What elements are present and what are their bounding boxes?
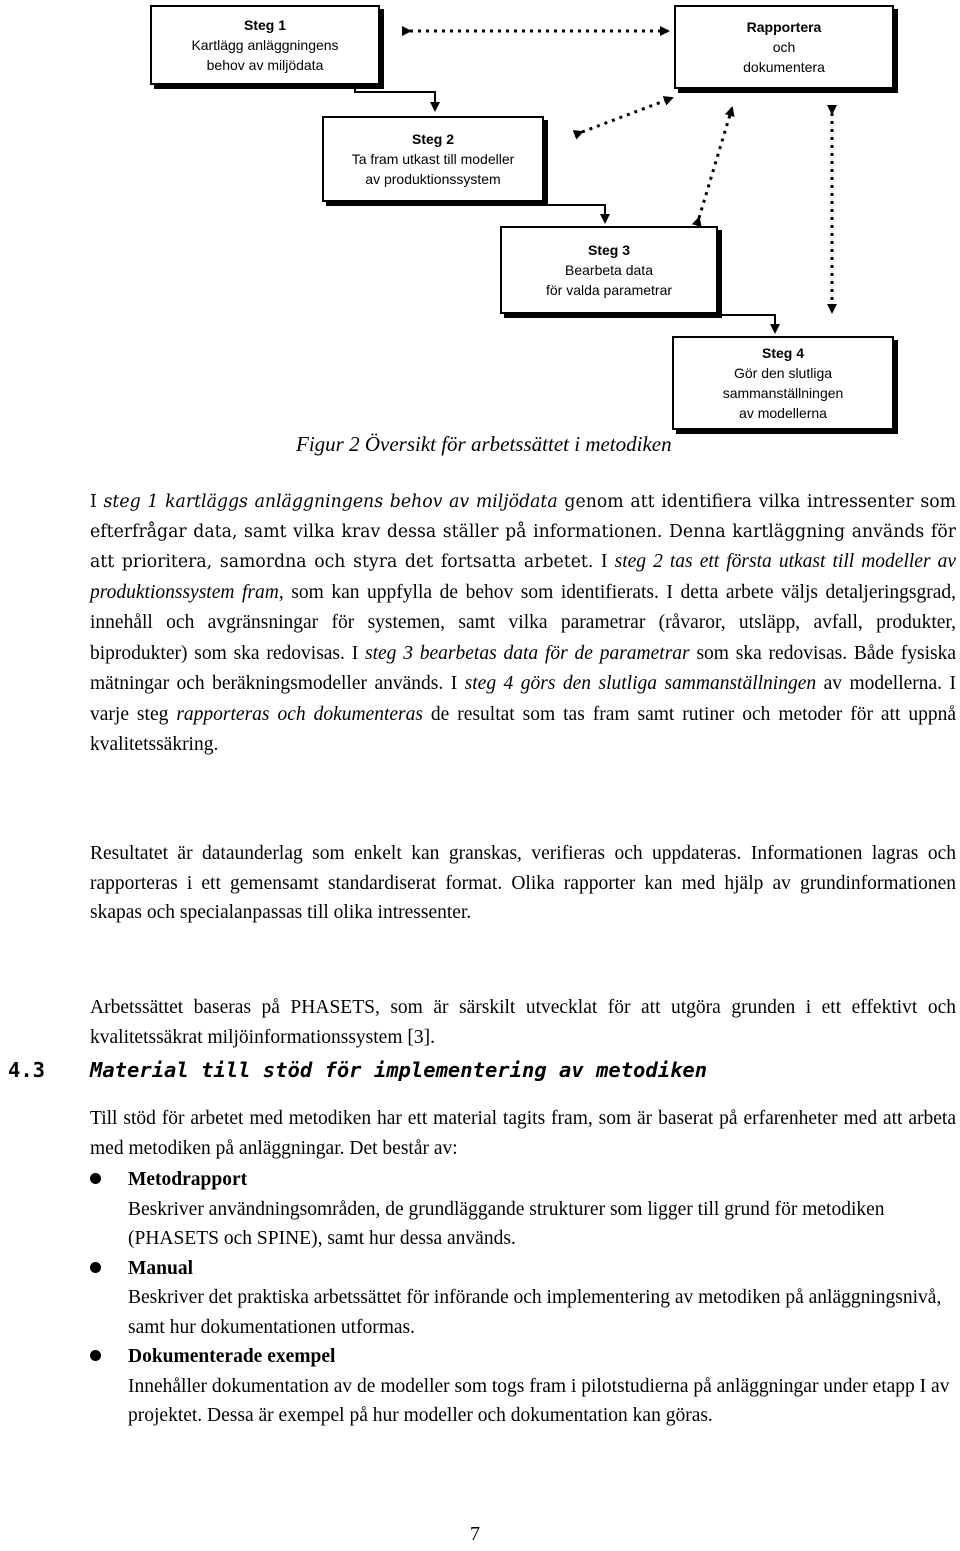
step2-box bbox=[322, 116, 544, 202]
paragraph-phasets: Arbetssättet baseras på PHASETS, som är särskilt utvecklat för att utgöra grunden i ett effektivt och kvalitetssäkrat miljöinformationssystem [3]. bbox=[90, 997, 956, 1048]
paragraph-steps: I steg 1 kartläggs anläggningens behov av miljödata genom att identifiera vilka intressenter som efterfrågar data, samt vilka krav dessa ställer på informationen. Denna kartläggning används för att prioritera, samordna och styra det fortsatta arbetet. I steg 2 tas ett första utkast till modeller av produktionssystem fram, som kan uppfylla de behov som identifierats. I detta arbete väljs detaljeringsgrad, innehåll och avgränsningar för systemen, samt vilka parametrar (råvaror, utsläpp, avfall, produkter, biprodukter) som ska redovisas. I steg 3 bearbetas data för de parametrar som ska redovisas. Både fysiska mätningar och beräkningsmodeller används. I steg 4 görs den slutliga sammanställningen av modellerna. I varje steg rapporteras och dokumenteras de resultat som tas fram samt rutiner och metoder för att uppnå kvalitetssäkring. bbox=[90, 492, 957, 755]
step3-line2: för valda parametrar bbox=[545, 282, 673, 298]
step3-title: Steg 3 bbox=[587, 242, 630, 258]
bullet-icon bbox=[90, 1262, 101, 1273]
step1-line2: behov av miljödata bbox=[206, 57, 324, 73]
step1-line1: Kartlägg anläggningens bbox=[191, 37, 339, 53]
step4-title: Steg 4 bbox=[761, 345, 804, 361]
list-item-text: Beskriver det praktiska arbetssättet för införande och implementering av metodiken på anläggningsnivå, samt hur dokumentationen utformas. bbox=[128, 1287, 942, 1338]
report-line1: Rapportera bbox=[746, 19, 822, 35]
section-heading bbox=[8, 1058, 707, 1082]
step3-line1: Bearbeta data bbox=[565, 262, 653, 278]
paragraph-result: Resultatet är dataunderlag som enkelt kan granskas, verifieras och uppdateras. Informationen lagras och rapporteras i ett gemensamt standardiserat format. Olika rapporter kan med hjälp av grundinformationen skapas och specialanpassas till olika intressenter. bbox=[90, 843, 956, 923]
section-title: Material till stöd för implementering av metodiken bbox=[90, 1058, 708, 1082]
step2-line2: av produktionssystem bbox=[365, 171, 501, 187]
step4-line2: sammanställningen bbox=[722, 385, 844, 401]
paragraph-material-intro: Till stöd för arbetet med metodiken har ett material tagits fram, som är baserat på erfarenheter med att arbeta med metodiken på anläggningar. Det består av: bbox=[90, 1108, 956, 1159]
report-line3: dokumentera bbox=[743, 59, 825, 75]
step4-line3: av modellerna bbox=[739, 405, 827, 421]
dotted-arrow-step3-report bbox=[699, 108, 732, 218]
section-number: 4.3 bbox=[8, 1058, 46, 1082]
step2-line1: Ta fram utkast till modeller bbox=[351, 151, 515, 167]
list-item-title: Dokumenterade exempel bbox=[128, 1346, 336, 1367]
methodology-diagram bbox=[0, 0, 960, 470]
arrow-step2-to-step3 bbox=[540, 195, 605, 222]
step2-title: Steg 2 bbox=[411, 131, 454, 147]
report-box bbox=[674, 5, 894, 89]
list-item-text: Innehåller dokumentation av de modeller som togs fram i pilotstudierna på anläggningar under etapp I av projektet. Dessa är exempel på hur modeller och dokumentation kan göras. bbox=[128, 1375, 950, 1426]
step3-box bbox=[500, 226, 718, 314]
step1-box bbox=[150, 5, 380, 85]
material-list bbox=[90, 1165, 956, 1431]
list-item bbox=[90, 1165, 956, 1254]
bullet-icon bbox=[90, 1350, 101, 1361]
step4-box bbox=[672, 336, 894, 430]
dotted-arrow-step2-report bbox=[582, 98, 672, 132]
figure-caption: Figur 2 Översikt för arbetssättet i metodiken bbox=[296, 432, 672, 456]
step1-title: Steg 1 bbox=[243, 17, 286, 33]
report-line2: och bbox=[772, 39, 796, 55]
list-item-title: Metodrapport bbox=[128, 1169, 248, 1190]
list-item-title: Manual bbox=[128, 1257, 194, 1279]
list-item bbox=[90, 1342, 956, 1431]
arrow-step3-to-step4 bbox=[710, 305, 775, 332]
bullet-icon bbox=[90, 1173, 101, 1184]
step4-line1: Gör den slutliga bbox=[733, 365, 833, 381]
list-item-text: Beskriver användningsområden, de grundläggande strukturer som ligger till grund för metodiken (PHASETS och SPINE), samt hur dessa används. bbox=[128, 1198, 885, 1249]
list-item bbox=[90, 1254, 956, 1343]
page-number: 7 bbox=[470, 1523, 480, 1545]
